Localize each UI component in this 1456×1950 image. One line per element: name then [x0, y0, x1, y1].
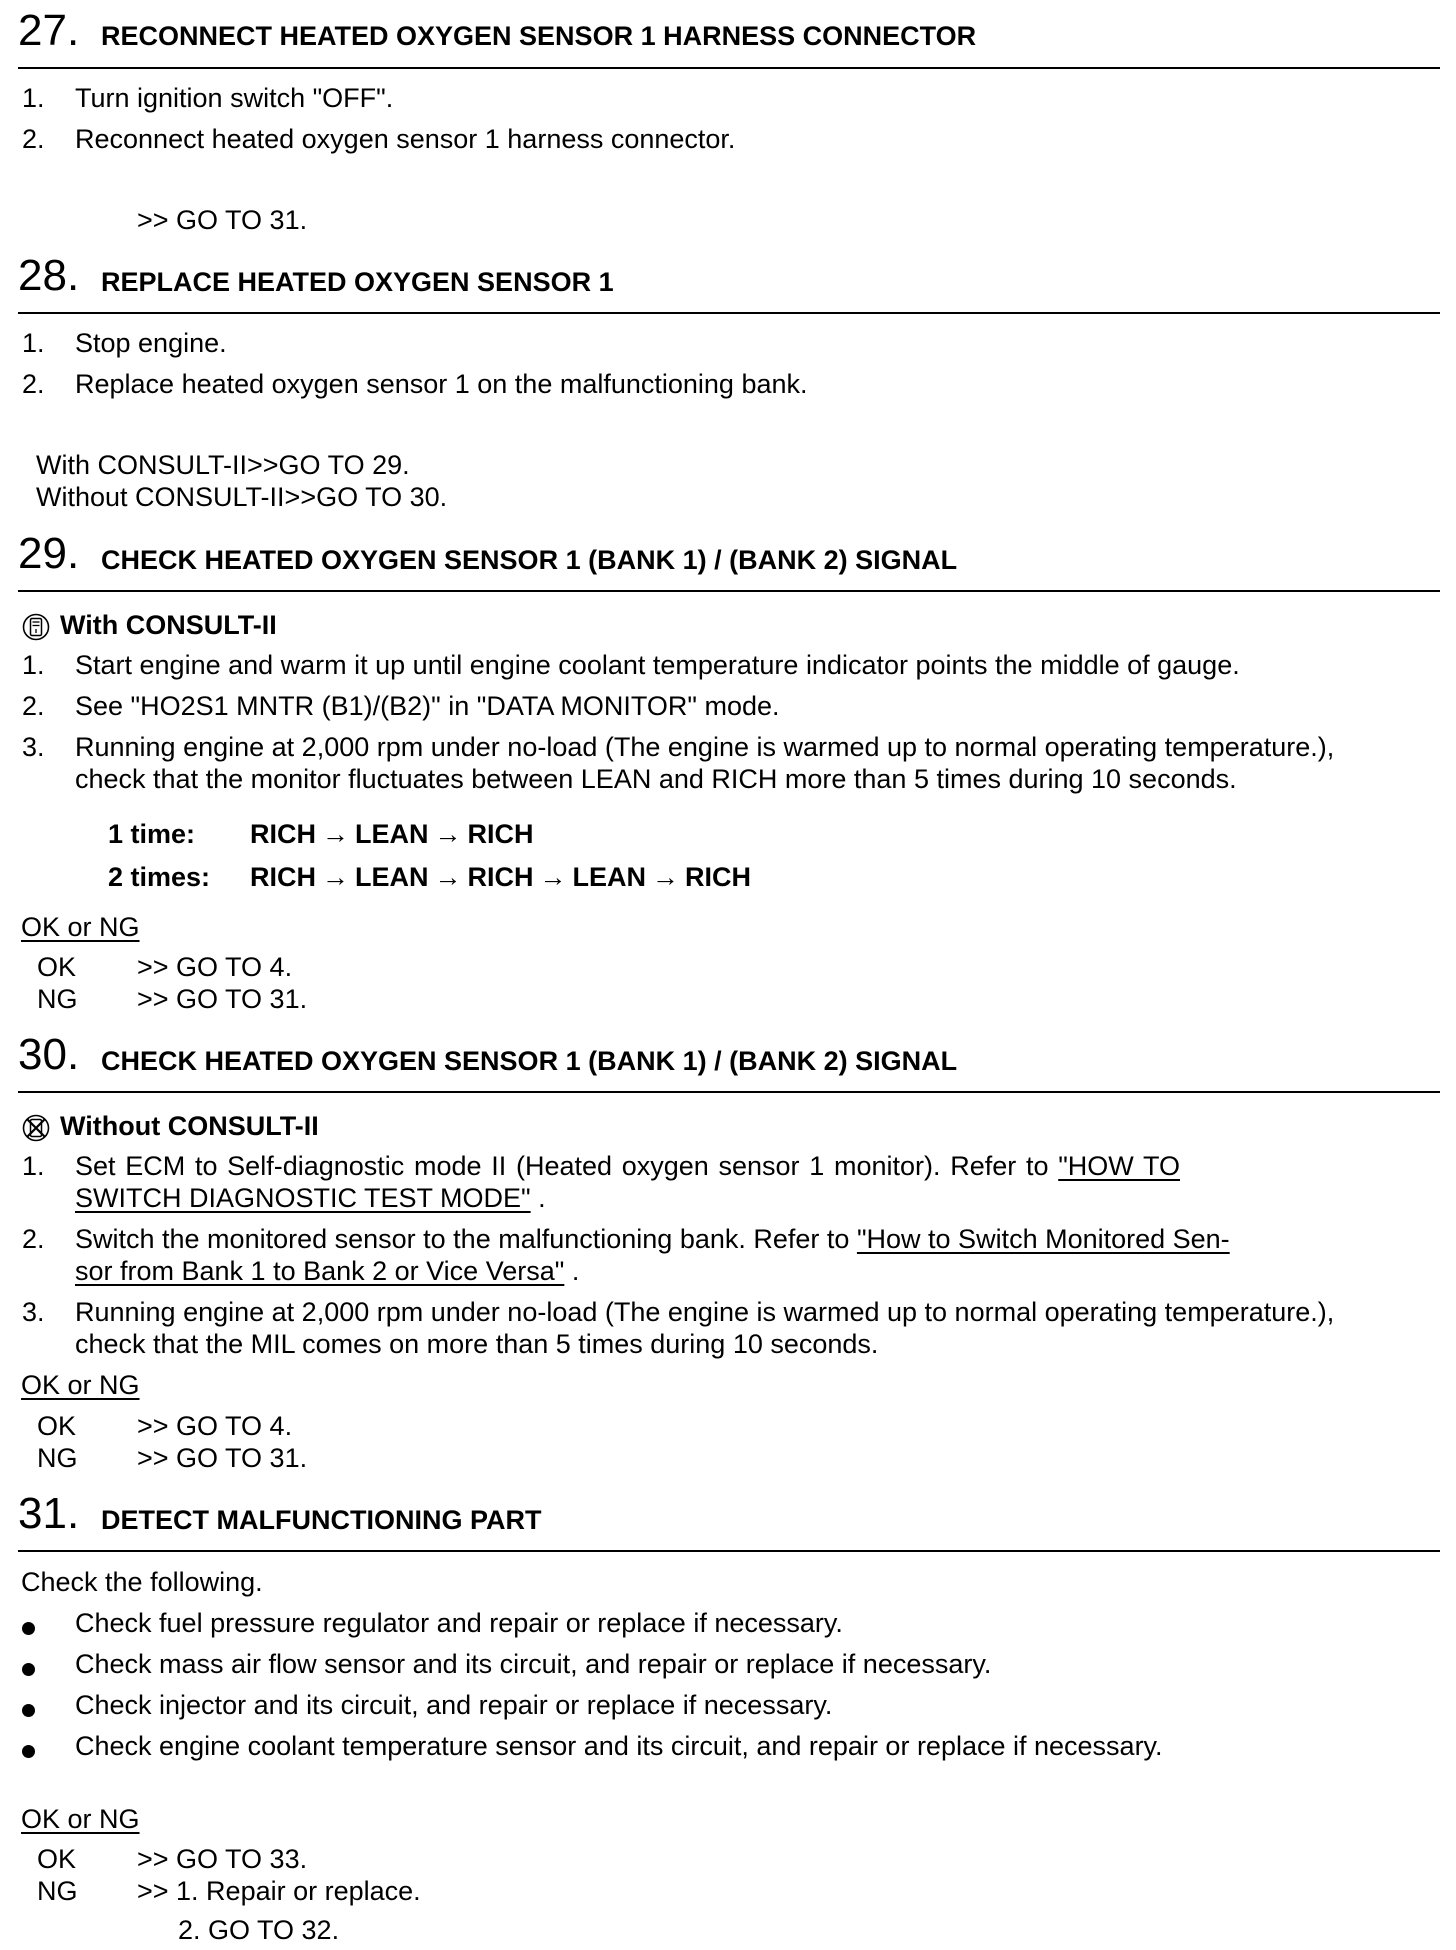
bullet-icon: [22, 1704, 35, 1717]
step-30-item-2-line-2: [75, 1255, 579, 1287]
step-29-item-2-number: 2.: [22, 691, 45, 721]
step-29-item-3-number: 3.: [22, 732, 45, 762]
step-27-title: RECONNECT HEATED OXYGEN SENSOR 1 HARNESS CONNECTOR: [101, 21, 977, 51]
cycle-word: RICH: [685, 862, 751, 892]
step-31-ok-ng-heading: OK or NG: [21, 1804, 140, 1834]
cycle-word: RICH: [467, 819, 534, 849]
cycle-word: RICH: [467, 862, 534, 892]
cycle-1-label: 1 time:: [108, 819, 196, 849]
step-30-item-3-line-2: check that the MIL comes on more than 5 times during 10 seconds.: [75, 1329, 879, 1359]
step-30-item-1-text: Set ECM to Self-diagnostic mode II (Heated oxygen sensor 1 monitor). Refer to: [75, 1151, 1049, 1181]
step-30-item-2-number: 2.: [22, 1224, 45, 1254]
arrow-icon: →: [434, 819, 462, 849]
step-29-ok-ng-heading: OK or NG: [21, 912, 140, 942]
arrow-icon: →: [322, 862, 349, 892]
step-30-mode-label: Without CONSULT-II: [60, 1111, 319, 1141]
step-30-item-3-number: 3.: [22, 1297, 45, 1327]
step-30-title: CHECK HEATED OXYGEN SENSOR 1 (BANK 1) / (BANK 2) SIGNAL: [101, 1046, 958, 1076]
no-consult-tool-icon: [21, 1113, 51, 1143]
step-31-intro: Check the following.: [21, 1567, 263, 1597]
step-30-ng-label: NG: [37, 1443, 78, 1473]
step-27-rule: [18, 67, 1440, 69]
step-29-ng-goto: >> GO TO 31.: [137, 984, 308, 1014]
bullet-icon: [22, 1622, 35, 1635]
step-30-ng-goto: >> GO TO 31.: [137, 1443, 308, 1473]
step-31-bullet-3: Check injector and its circuit, and repair or replace if necessary.: [75, 1690, 833, 1720]
step-28-item-1-text: Stop engine.: [75, 328, 227, 358]
how-to-switch-monitored-sensor-link[interactable]: "How to Switch Monitored Sen-: [856, 1224, 1230, 1254]
step-30-ok-label: OK: [37, 1411, 77, 1441]
consult-tool-icon: [21, 612, 51, 642]
how-to-switch-diagnostic-mode-link[interactable]: "HOW TO: [1058, 1151, 1180, 1181]
step-29-rule: [18, 590, 1440, 592]
step-29-item-3-line-1: Running engine at 2,000 rpm under no-load (The engine is warmed up to normal operating temperature.),: [75, 732, 1335, 762]
cycle-word: LEAN: [355, 862, 429, 892]
bullet-icon: [22, 1663, 35, 1676]
step-30-item-1-tail: .: [530, 1183, 546, 1213]
step-31-title: DETECT MALFUNCTIONING PART: [101, 1505, 542, 1535]
step-30-number: 30.: [18, 1030, 80, 1079]
bullet-icon: [22, 1745, 35, 1758]
step-31-ng-goto-2: 2. GO TO 32.: [178, 1915, 340, 1945]
step-31-ok-label: OK: [37, 1844, 77, 1874]
step-28-item-2-number: 2.: [22, 369, 45, 399]
how-to-switch-monitored-sensor-link-cont[interactable]: sor from Bank 1 to Bank 2 or Vice Versa": [75, 1256, 565, 1286]
step-27-item-1-text: Turn ignition switch "OFF".: [75, 83, 394, 113]
step-29-ok-label: OK: [37, 952, 77, 982]
step-29-ng-label: NG: [37, 984, 78, 1014]
step-28-rule: [18, 312, 1440, 314]
step-30-item-1-line-2: [75, 1182, 546, 1214]
cycle-word: RICH: [250, 819, 316, 849]
cycle-word: LEAN: [355, 819, 429, 849]
step-30-item-2-text: Switch the monitored sensor to the malfunctioning bank. Refer to: [75, 1224, 850, 1254]
step-31-number: 31.: [18, 1489, 80, 1538]
step-28-without-consult: Without CONSULT-II>>GO TO 30.: [36, 482, 448, 512]
step-28-with-consult: With CONSULT-II>>GO TO 29.: [36, 450, 410, 480]
step-28-item-1-number: 1.: [22, 328, 45, 358]
cycle-word: RICH: [250, 862, 316, 892]
step-28-title: REPLACE HEATED OXYGEN SENSOR 1: [101, 267, 614, 297]
step-30-ok-goto: >> GO TO 4.: [137, 1411, 293, 1441]
arrow-icon: →: [322, 819, 349, 849]
step-29-ok-goto: >> GO TO 4.: [137, 952, 293, 982]
step-28-item-2-text: Replace heated oxygen sensor 1 on the malfunctioning bank.: [75, 369, 808, 399]
step-27-item-1-number: 1.: [22, 83, 45, 113]
step-29-item-2-text: See "HO2S1 MNTR (B1)/(B2)" in "DATA MONITOR" mode.: [75, 691, 780, 721]
step-27-goto: >> GO TO 31.: [137, 205, 308, 235]
step-29-item-1-text: Start engine and warm it up until engine coolant temperature indicator points the middle of gauge.: [75, 650, 1240, 680]
step-31-ok-goto: >> GO TO 33.: [137, 1844, 308, 1874]
step-30-item-3-line-1: Running engine at 2,000 rpm under no-load (The engine is warmed up to normal operating temperature.),: [75, 1297, 1335, 1327]
step-30-item-2-line-1: [75, 1223, 1230, 1255]
step-29-item-1-number: 1.: [22, 650, 45, 680]
step-29-mode-label: With CONSULT-II: [60, 610, 277, 640]
step-27-item-2-text: Reconnect heated oxygen sensor 1 harness connector.: [75, 124, 736, 154]
step-30-item-1-number: 1.: [22, 1151, 45, 1181]
step-27-item-2-number: 2.: [22, 124, 45, 154]
arrow-icon: →: [434, 862, 462, 892]
arrow-icon: →: [539, 862, 567, 892]
step-31-rule: [18, 1550, 1440, 1552]
step-31-ng-goto-1: >> 1. Repair or replace.: [137, 1876, 421, 1906]
cycle-1-sequence: [250, 818, 534, 850]
step-30-item-1-line-1: [75, 1150, 1180, 1182]
step-30-ok-ng-heading: OK or NG: [21, 1370, 140, 1400]
step-29-title: CHECK HEATED OXYGEN SENSOR 1 (BANK 1) / (BANK 2) SIGNAL: [101, 545, 958, 575]
step-29-number: 29.: [18, 529, 80, 578]
arrow-icon: →: [652, 862, 679, 892]
how-to-switch-diagnostic-mode-link-cont[interactable]: SWITCH DIAGNOSTIC TEST MODE": [75, 1183, 531, 1213]
step-31-bullet-1: Check fuel pressure regulator and repair or replace if necessary.: [75, 1608, 843, 1638]
step-29-item-3-line-2: check that the monitor fluctuates between LEAN and RICH more than 5 times during 10 seconds.: [75, 764, 1237, 794]
step-28-number: 28.: [18, 251, 80, 300]
cycle-2-label: 2 times:: [108, 862, 211, 892]
cycle-word: LEAN: [572, 862, 646, 892]
step-31-bullet-2: Check mass air flow sensor and its circuit, and repair or replace if necessary.: [75, 1649, 992, 1679]
cycle-2-sequence: [250, 861, 751, 893]
step-31-ng-label: NG: [37, 1876, 78, 1906]
step-30-rule: [18, 1091, 1440, 1093]
step-31-bullet-4: Check engine coolant temperature sensor and its circuit, and repair or replace if necessary.: [75, 1731, 1163, 1761]
step-27-number: 27.: [18, 6, 80, 55]
step-30-item-2-tail: .: [564, 1256, 580, 1286]
